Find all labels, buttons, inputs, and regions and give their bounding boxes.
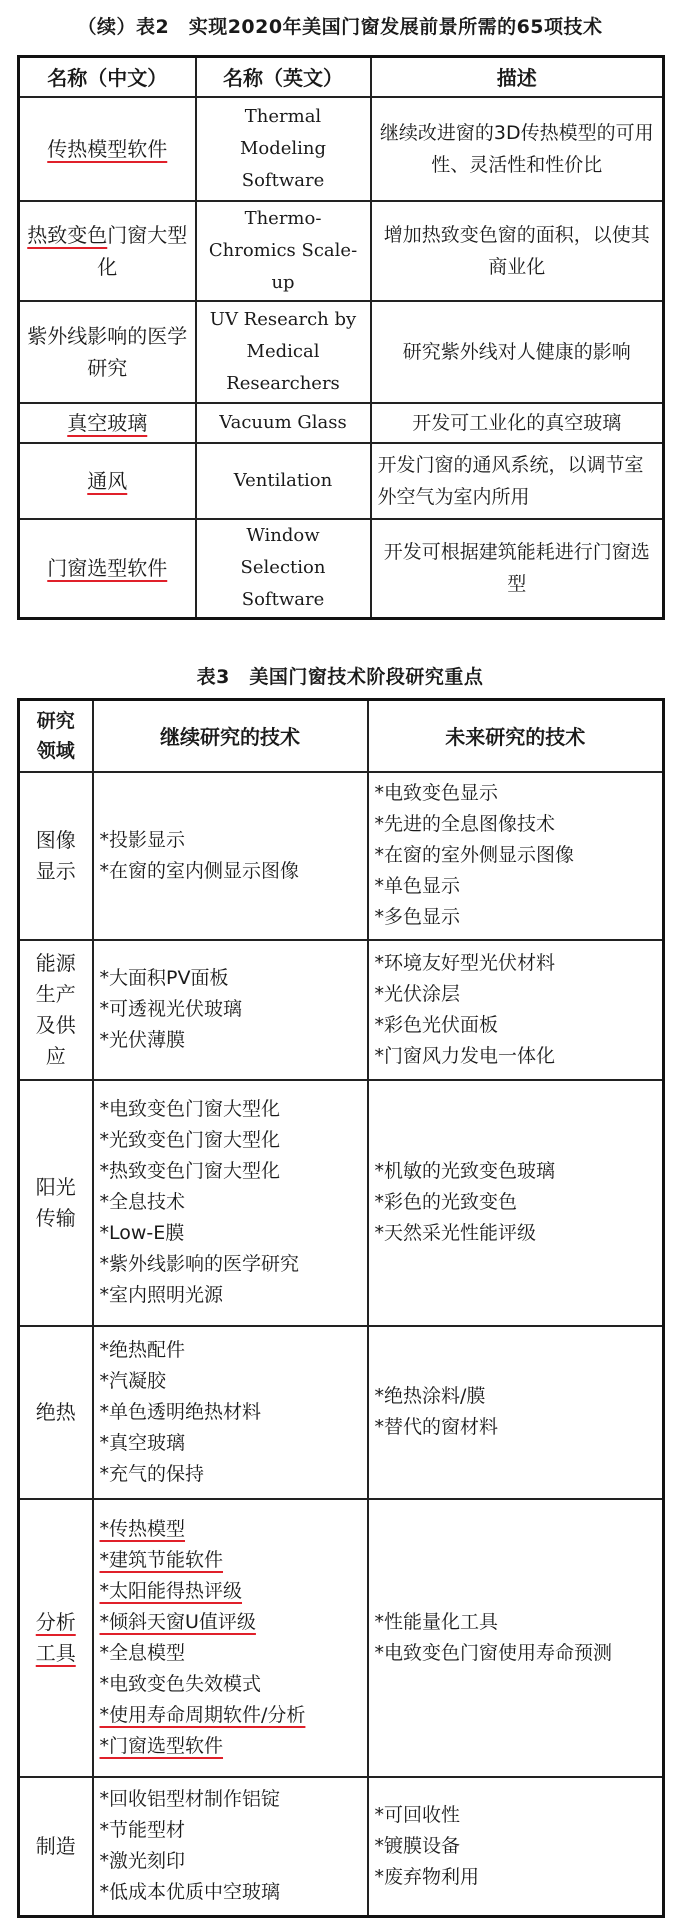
list-item: *真空玻璃	[99, 1431, 186, 1454]
list-item: *绝热涂料/膜	[374, 1385, 486, 1407]
continue-list	[100, 1094, 361, 1311]
future-list	[375, 1156, 657, 1249]
list-item: *替代的窗材料	[374, 1416, 499, 1438]
name-zh: 热致变色门窗大型化	[27, 222, 188, 279]
table3-header-future: 未来研究的技术	[368, 700, 664, 772]
future-list	[375, 1381, 657, 1443]
list-item: *建筑节能软件	[99, 1548, 224, 1571]
description: 增加热致变色窗的面积，以使其商业化	[371, 201, 664, 301]
list-item: *彩色的光致变色	[374, 1191, 518, 1213]
list-item: *绝热配件	[99, 1338, 186, 1361]
table2-header-en: 名称（英文）	[196, 57, 371, 97]
table-row	[19, 301, 664, 403]
name-zh: 紫外线影响的医学研究	[19, 301, 196, 403]
table-row	[19, 201, 664, 301]
list-item: *单色显示	[374, 875, 461, 897]
list-item: *环境友好型光伏材料	[374, 951, 556, 974]
future-list	[375, 1607, 657, 1669]
list-item: *全息模型	[99, 1641, 186, 1664]
list-item: *可透视光伏玻璃	[99, 998, 243, 1020]
list-item: *低成本优质中空玻璃	[99, 1881, 281, 1904]
list-item: *单色透明绝热材料	[99, 1400, 262, 1423]
table-row	[19, 1080, 664, 1326]
list-item: *光伏薄膜	[99, 1029, 186, 1051]
name-zh: 传热模型软件	[47, 136, 168, 161]
list-item: *充气的保持	[99, 1462, 205, 1485]
table2-header-zh: 名称（中文）	[19, 57, 196, 97]
list-item: *激光刻印	[99, 1850, 186, 1873]
table-row	[19, 1499, 664, 1777]
description: 继续改进窗的3D传热模型的可用性、灵活性和性价比	[371, 97, 664, 201]
list-item: *在窗的室外侧显示图像	[374, 844, 575, 866]
list-item: *传热模型	[99, 1517, 186, 1540]
list-item: *性能量化工具	[374, 1610, 499, 1633]
description: 开发门窗的通风系统，以调节室外空气为室内所用	[371, 443, 664, 519]
list-item: *可回收性	[374, 1803, 461, 1826]
table-row	[19, 1777, 664, 1917]
continue-list	[100, 1335, 361, 1490]
list-item: *汽凝胶	[99, 1369, 167, 1392]
continue-list	[100, 963, 361, 1056]
table2-header-row	[19, 57, 664, 97]
description: 研究紫外线对人健康的影响	[371, 301, 664, 403]
list-item: *天然采光性能评级	[374, 1222, 537, 1244]
list-item: *废弃物利用	[374, 1865, 480, 1888]
table3	[17, 698, 665, 1918]
name-en: Window Selection Software	[196, 519, 371, 619]
list-item: *电致变色门窗使用寿命预测	[374, 1641, 613, 1664]
table-row	[19, 97, 664, 201]
list-item: *光伏涂层	[374, 982, 461, 1005]
list-item: *节能型材	[99, 1819, 186, 1842]
table-row	[19, 940, 664, 1080]
list-item: *电致变色显示	[374, 782, 499, 804]
table2-caption: （续）表2 实现2020年美国门窗发展前景所需的65项技术	[77, 16, 603, 38]
research-field: 制造	[19, 1777, 93, 1917]
future-list	[375, 948, 657, 1072]
table-row	[19, 443, 664, 519]
research-field: 绝热	[19, 1326, 93, 1499]
list-item: *Low-E膜	[99, 1222, 185, 1244]
name-en: Thermo-Chromics Scale-up	[196, 201, 371, 301]
name-zh: 通风	[87, 468, 128, 493]
table3-header-row	[19, 700, 664, 772]
table2	[17, 55, 665, 620]
list-item: *彩色光伏面板	[374, 1013, 499, 1036]
list-item: *先进的全息图像技术	[374, 813, 556, 835]
list-item: *电致变色门窗大型化	[99, 1098, 281, 1120]
list-item: *倾斜天窗U值评级	[99, 1610, 256, 1633]
list-item: *室内照明光源	[99, 1284, 224, 1306]
list-item: *电致变色失效模式	[99, 1672, 262, 1695]
table-row	[19, 519, 664, 619]
list-item: *紫外线影响的医学研究	[99, 1253, 300, 1275]
continue-list	[100, 1784, 361, 1908]
list-item: *多色显示	[374, 906, 461, 928]
research-field: 能源生产及供应	[19, 940, 93, 1080]
table-row	[19, 403, 664, 443]
name-en: Ventilation	[196, 443, 371, 519]
list-item: *太阳能得热评级	[99, 1579, 243, 1602]
research-field: 图像显示	[19, 772, 93, 940]
list-item: *投影显示	[99, 828, 186, 851]
future-list	[375, 778, 657, 933]
table-row	[19, 1326, 664, 1499]
future-list	[375, 1800, 657, 1893]
research-field: 阳光传输	[19, 1080, 93, 1326]
list-item: *门窗选型软件	[99, 1734, 224, 1757]
table3-caption: 表3 美国门窗技术阶段研究重点	[196, 666, 484, 688]
table3-header-continue: 继续研究的技术	[93, 700, 368, 772]
name-zh: 真空玻璃	[67, 410, 148, 435]
continue-list	[100, 1514, 361, 1762]
list-item: *大面积PV面板	[99, 967, 229, 989]
list-item: *全息技术	[99, 1191, 186, 1213]
table3-header-field: 研究领域	[19, 700, 93, 772]
continue-list	[100, 825, 361, 887]
research-field: 分析工具	[35, 1609, 76, 1665]
name-en: UV Research by Medical Researchers	[196, 301, 371, 403]
list-item: *光致变色门窗大型化	[99, 1129, 281, 1151]
list-item: *回收铝型材制作铝锭	[99, 1788, 281, 1811]
list-item: *机敏的光致变色玻璃	[374, 1160, 556, 1182]
name-en: Vacuum Glass	[196, 403, 371, 443]
name-en: Thermal Modeling Software	[196, 97, 371, 201]
list-item: *热致变色门窗大型化	[99, 1160, 281, 1182]
list-item: *在窗的室内侧显示图像	[99, 859, 300, 882]
description: 开发可根据建筑能耗进行门窗选型	[371, 519, 664, 619]
description: 开发可工业化的真空玻璃	[371, 403, 664, 443]
table2-header-desc: 描述	[371, 57, 664, 97]
list-item: *门窗风力发电一体化	[374, 1044, 556, 1067]
list-item: *使用寿命周期软件/分析	[99, 1703, 306, 1726]
table-row	[19, 772, 664, 940]
name-zh: 门窗选型软件	[47, 556, 168, 581]
list-item: *镀膜设备	[374, 1834, 461, 1857]
